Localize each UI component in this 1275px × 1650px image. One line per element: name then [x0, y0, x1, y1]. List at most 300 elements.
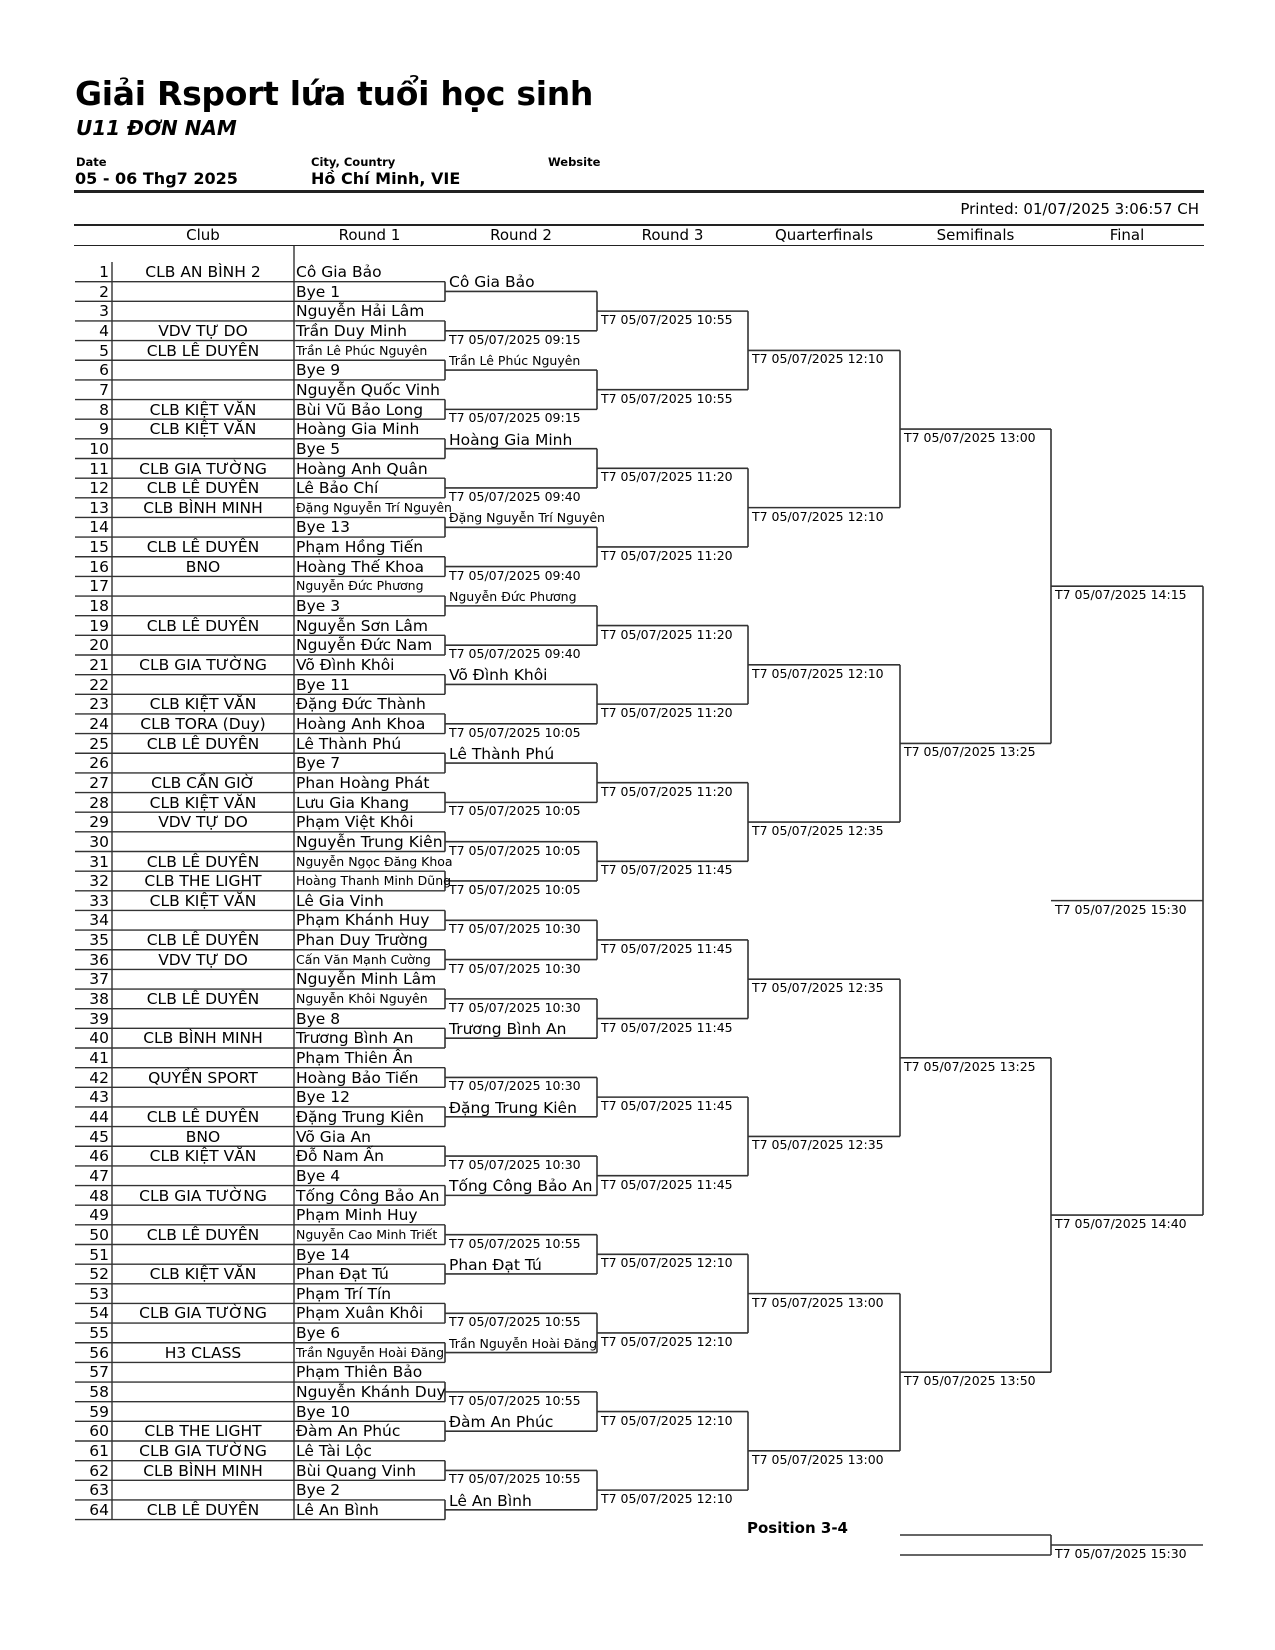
seed-number: 56 — [89, 1343, 109, 1362]
seed-number: 48 — [89, 1186, 109, 1205]
club-name: CLB LÊ DUYÊN — [146, 341, 260, 360]
player-name[interactable]: Trương Bình An — [296, 1029, 414, 1048]
round2-winner-name: Nguyễn Đức Phương — [449, 588, 577, 604]
entry-row — [0, 1500, 450, 1520]
entry-row — [0, 1362, 450, 1382]
club-name: CLB LÊ DUYÊN — [146, 734, 260, 753]
round2-match-time: T7 05/07/2025 10:30 — [449, 999, 581, 1015]
seed-number: 54 — [89, 1304, 109, 1323]
player-name[interactable]: Đỗ Nam Ấn — [296, 1147, 384, 1166]
player-name[interactable]: Lê Gia Vinh — [296, 891, 384, 910]
player-name[interactable]: Nguyễn Cao Minh Triết — [296, 1226, 438, 1242]
seed-number: 40 — [89, 1029, 109, 1048]
seed-number: 18 — [89, 597, 109, 616]
website-label: Website — [548, 155, 601, 169]
player-name[interactable]: Bye 5 — [296, 439, 341, 458]
seed-number: 8 — [99, 400, 109, 419]
club-name: CLB LÊ DUYÊN — [146, 616, 260, 635]
player-name[interactable]: Phạm Khánh Huy — [296, 911, 430, 930]
seed-number: 64 — [89, 1500, 109, 1519]
club-name: CLB KIỆT VĂN — [149, 400, 257, 419]
round2-winner-name: Đặng Trung Kiên — [449, 1098, 577, 1117]
column-header-round-2: Round 2 — [490, 226, 552, 244]
club-name: CLB BÌNH MINH — [143, 498, 263, 517]
player-name[interactable]: Đặng Trung Kiên — [296, 1107, 424, 1126]
entry-row — [0, 1127, 450, 1147]
entry-row — [0, 557, 450, 577]
player-name[interactable]: Lê An Bình — [296, 1500, 379, 1519]
seed-number: 49 — [89, 1206, 109, 1225]
player-name[interactable]: Nguyễn Ngọc Đăng Khoa — [296, 853, 453, 869]
round3-match-time: T7 05/07/2025 12:10 — [601, 1412, 733, 1428]
entry-row — [0, 1264, 450, 1284]
round2-winner-name: Tống Công Bảo An — [449, 1177, 593, 1196]
seed-number: 53 — [89, 1284, 109, 1303]
round3-match-time: T7 05/07/2025 11:20 — [601, 783, 733, 799]
seed-number: 59 — [89, 1402, 109, 1421]
seed-number: 51 — [89, 1245, 109, 1264]
club-name: CLB CẦN GIỜ — [151, 773, 255, 792]
round2-winner-name: Võ Đình Khôi — [449, 666, 548, 685]
seed-number: 23 — [89, 695, 109, 714]
entry-row — [0, 655, 450, 675]
seed-number: 50 — [89, 1225, 109, 1244]
entry-row — [0, 832, 450, 852]
round2-winner-name: Cô Gia Bảo — [449, 273, 535, 292]
seed-number: 35 — [89, 931, 109, 950]
seed-number: 60 — [89, 1422, 109, 1441]
seed-number: 33 — [89, 891, 109, 910]
round2-match-time: T7 05/07/2025 10:55 — [449, 1314, 581, 1330]
player-name[interactable]: Tống Công Bảo An — [296, 1186, 440, 1205]
entry-row — [0, 282, 450, 302]
round2-match-time: T7 05/07/2025 09:15 — [449, 410, 581, 426]
tournament-title: Giải Rsport lứa tuổi học sinh — [75, 74, 594, 113]
seed-number: 25 — [89, 734, 109, 753]
club-name: CLB GIA TƯỜNG — [139, 459, 267, 478]
round2-match-time: T7 05/07/2025 10:55 — [449, 1392, 581, 1408]
player-name[interactable]: Phạm Minh Huy — [296, 1206, 418, 1225]
seed-number: 44 — [89, 1107, 109, 1126]
entry-row — [0, 1166, 450, 1186]
player-name[interactable]: Cấn Văn Mạnh Cường — [296, 951, 431, 967]
player-name[interactable]: Nguyễn Minh Lâm — [296, 970, 437, 989]
entry-row — [0, 498, 450, 518]
seed-number: 29 — [89, 813, 109, 832]
player-name[interactable]: Hoàng Anh Khoa — [296, 714, 426, 733]
date-label: Date — [76, 155, 107, 169]
entry-row — [0, 1382, 450, 1402]
city-label: City, Country — [311, 155, 396, 169]
entry-row — [0, 517, 450, 537]
entry-row — [0, 341, 450, 361]
seed-number: 63 — [89, 1481, 109, 1500]
seed-number: 31 — [89, 852, 109, 871]
club-name: VDV TỰ DO — [158, 950, 248, 969]
round3-match-time: T7 05/07/2025 10:55 — [601, 312, 733, 328]
entry-row — [0, 1421, 450, 1441]
player-name[interactable]: Phạm Việt Khôi — [296, 813, 414, 832]
player-name[interactable]: Bye 3 — [296, 597, 341, 616]
player-name[interactable]: Trần Duy Minh — [296, 321, 407, 340]
entry-row — [0, 1402, 450, 1422]
player-name[interactable]: Hoàng Thế Khoa — [296, 557, 424, 576]
player-name[interactable]: Bye 9 — [296, 361, 341, 380]
club-name: CLB KIỆT VĂN — [149, 1265, 257, 1284]
semifinal-match-time: T7 05/07/2025 13:25 — [904, 744, 1036, 760]
round3-match-time: T7 05/07/2025 11:20 — [601, 705, 733, 721]
player-name[interactable]: Đàm An Phúc — [296, 1422, 401, 1441]
entry-row — [0, 1048, 450, 1068]
seed-number: 46 — [89, 1147, 109, 1166]
seed-number: 5 — [99, 341, 109, 360]
round2-match-time: T7 05/07/2025 09:40 — [449, 646, 581, 662]
quarterfinal-match-time: T7 05/07/2025 12:10 — [752, 508, 884, 524]
round3-match-time: T7 05/07/2025 12:10 — [601, 1333, 733, 1349]
club-name: H3 CLASS — [164, 1343, 242, 1362]
entry-row — [0, 1107, 450, 1127]
player-name[interactable]: Nguyễn Đức Phương — [296, 578, 424, 594]
column-header-semifinals: Semifinals — [936, 226, 1015, 244]
entry-row — [0, 478, 450, 498]
player-name[interactable]: Phạm Thiên Ân — [296, 1049, 414, 1067]
club-name: CLB LÊ DUYÊN — [146, 1225, 260, 1244]
quarterfinal-match-time: T7 05/07/2025 13:00 — [752, 1294, 884, 1310]
entry-row — [0, 1087, 450, 1107]
entry-row — [0, 1009, 450, 1029]
semifinal-match-time: T7 05/07/2025 13:25 — [904, 1058, 1036, 1074]
seed-number: 21 — [89, 656, 109, 674]
round3-match-time: T7 05/07/2025 11:20 — [601, 469, 733, 485]
player-name[interactable]: Nguyễn Trung Kiên — [296, 832, 443, 851]
player-name[interactable]: Võ Đình Khôi — [296, 656, 395, 674]
round2-match-time: T7 05/07/2025 10:05 — [449, 724, 581, 740]
entry-row — [0, 675, 450, 695]
player-name[interactable]: Đặng Nguyễn Trí Nguyên — [296, 499, 452, 515]
seed-number: 20 — [89, 636, 109, 655]
seed-number: 19 — [89, 616, 109, 635]
player-name[interactable]: Trần Nguyễn Hoài Đăng — [296, 1344, 445, 1360]
semifinal-match-time: T7 05/07/2025 13:50 — [904, 1373, 1036, 1389]
player-name[interactable]: Hoàng Bảo Tiến — [296, 1068, 419, 1087]
entry-row — [0, 1323, 450, 1343]
seed-number: 10 — [89, 439, 109, 458]
club-name: CLB GIA TƯỜNG — [139, 1442, 267, 1460]
player-name[interactable]: Bye 4 — [296, 1166, 341, 1185]
seed-number: 16 — [89, 557, 109, 576]
seed-number: 45 — [89, 1127, 109, 1146]
player-name[interactable]: Bye 8 — [296, 1009, 341, 1028]
seed-number: 37 — [89, 970, 109, 989]
player-name[interactable]: Nguyễn Khôi Nguyên — [296, 991, 428, 1007]
seed-number: 1 — [99, 263, 109, 281]
entry-row — [0, 852, 453, 872]
round2-match-time: T7 05/07/2025 09:40 — [449, 567, 581, 583]
entry-row — [0, 1303, 450, 1323]
seed-number: 62 — [89, 1461, 109, 1480]
player-name[interactable]: Nguyễn Sơn Lâm — [296, 616, 429, 635]
entry-row — [0, 891, 450, 911]
semifinal-match-time: T7 05/07/2025 13:00 — [904, 430, 1036, 446]
entry-row — [0, 734, 450, 754]
city-value: Hồ Chí Minh, VIE — [311, 169, 461, 188]
position34-match-time: T7 05/07/2025 15:30 — [1055, 1546, 1187, 1561]
player-name[interactable]: Bye 13 — [296, 518, 350, 537]
player-name[interactable]: Phạm Trí Tín — [296, 1284, 392, 1303]
round3-match-time: T7 05/07/2025 11:45 — [601, 1176, 733, 1192]
entry-row — [0, 1068, 450, 1088]
club-name: CLB GIA TƯỜNG — [139, 656, 267, 674]
seed-number: 22 — [89, 675, 109, 694]
round3-match-time: T7 05/07/2025 12:10 — [601, 1255, 733, 1271]
player-name[interactable]: Đặng Đức Thành — [296, 695, 426, 714]
seed-number: 58 — [89, 1383, 109, 1402]
seed-number: 26 — [89, 754, 109, 773]
entry-row — [0, 301, 450, 321]
seed-number: 41 — [89, 1049, 109, 1067]
club-name: CLB KIỆT VĂN — [149, 420, 257, 439]
club-name: CLB TORA (Duy) — [140, 714, 266, 733]
round2-winner-name: Phan Đạt Tú — [449, 1255, 542, 1274]
club-name: CLB GIA TƯỜNG — [139, 1186, 267, 1205]
seed-number: 3 — [99, 302, 109, 321]
player-name[interactable]: Phan Đạt Tú — [296, 1265, 389, 1284]
column-header-club: Club — [186, 226, 220, 244]
club-name: CLB LÊ DUYÊN — [146, 1107, 260, 1126]
player-name[interactable]: Bye 1 — [296, 282, 341, 301]
quarterfinal-match-time: T7 05/07/2025 12:10 — [752, 665, 884, 681]
player-name[interactable]: Bye 12 — [296, 1088, 350, 1107]
round3-match-time: T7 05/07/2025 11:45 — [601, 1098, 733, 1114]
club-name: CLB AN BÌNH 2 — [145, 263, 261, 281]
entry-row — [0, 1146, 450, 1166]
entry-row — [0, 360, 450, 380]
quarterfinal-match-time: T7 05/07/2025 12:35 — [752, 980, 884, 996]
player-name[interactable]: Phan Hoàng Phát — [296, 773, 430, 792]
entry-row — [0, 871, 450, 891]
seed-number: 43 — [89, 1088, 109, 1107]
round2-winner-name: Đàm An Phúc — [449, 1413, 554, 1432]
column-header-round-1: Round 1 — [338, 226, 401, 244]
seed-number: 42 — [89, 1068, 109, 1087]
seed-number: 34 — [89, 911, 109, 930]
round2-match-time: T7 05/07/2025 10:05 — [449, 803, 581, 819]
club-name: CLB LÊ DUYÊN — [146, 852, 260, 871]
club-name: CLB LÊ DUYÊN — [146, 990, 260, 1009]
round2-winner-name: Đặng Nguyễn Trí Nguyên — [449, 510, 605, 526]
quarterfinal-match-time: T7 05/07/2025 13:00 — [752, 1451, 884, 1467]
club-name: CLB LÊ DUYÊN — [146, 1500, 260, 1519]
entry-row — [0, 910, 450, 930]
quarterfinal-match-time: T7 05/07/2025 12:35 — [752, 1137, 884, 1153]
entry-row — [0, 419, 450, 439]
player-name[interactable]: Bye 11 — [296, 675, 350, 694]
seed-number: 47 — [89, 1166, 109, 1185]
seed-number: 9 — [99, 420, 109, 439]
seed-number: 36 — [89, 950, 109, 969]
seed-number: 39 — [89, 1009, 109, 1028]
entry-row — [0, 1225, 450, 1245]
player-name[interactable]: Nguyễn Đức Nam — [296, 636, 433, 655]
player-name[interactable]: Bùi Vũ Bảo Long — [296, 400, 424, 419]
seed-number: 4 — [99, 321, 109, 340]
round3-match-time: T7 05/07/2025 11:20 — [601, 626, 733, 642]
player-name[interactable]: Lưu Gia Khang — [296, 793, 410, 812]
quarterfinal-match-time: T7 05/07/2025 12:10 — [752, 351, 884, 367]
club-name: BNO — [185, 557, 221, 576]
column-header-round-3: Round 3 — [641, 226, 704, 244]
round2-match-time: T7 05/07/2025 10:55 — [449, 1235, 581, 1251]
seed-number: 32 — [89, 872, 109, 891]
round2-match-time: T7 05/07/2025 10:30 — [449, 1078, 581, 1094]
entry-row — [0, 1028, 450, 1048]
entry-row — [0, 576, 450, 596]
club-name: QUYỀN SPORT — [148, 1068, 258, 1087]
player-name[interactable]: Hoàng Anh Quân — [296, 459, 428, 478]
round2-winner-name: Trương Bình An — [449, 1020, 567, 1039]
championship-match-time: T7 05/07/2025 15:30 — [1055, 901, 1187, 917]
round2-match-time: T7 05/07/2025 10:30 — [449, 921, 581, 937]
player-name[interactable]: Võ Gia An — [296, 1127, 371, 1146]
round2-match-time: T7 05/07/2025 10:30 — [449, 1157, 581, 1173]
entry-row — [0, 1343, 450, 1363]
round2-winner-name: Hoàng Gia Minh — [449, 430, 573, 449]
club-name: CLB THE LIGHT — [144, 872, 262, 891]
player-name[interactable]: Bye 6 — [296, 1324, 341, 1343]
round2-match-time: T7 05/07/2025 09:40 — [449, 488, 581, 504]
club-name: CLB KIỆT VĂN — [149, 793, 257, 812]
entry-row — [0, 793, 450, 813]
round2-match-time: T7 05/07/2025 10:05 — [449, 881, 581, 897]
round3-match-time: T7 05/07/2025 12:10 — [601, 1491, 733, 1507]
seed-number: 12 — [89, 479, 109, 498]
round2-match-time: T7 05/07/2025 09:15 — [449, 331, 581, 347]
entry-row — [0, 714, 450, 734]
entry-row — [0, 1461, 450, 1481]
player-name[interactable]: Bye 2 — [296, 1481, 341, 1500]
entry-row — [0, 1245, 450, 1265]
seed-number: 52 — [89, 1265, 109, 1284]
player-name[interactable]: Trần Lê Phúc Nguyên — [296, 342, 428, 358]
entry-row — [0, 1186, 450, 1206]
club-name: CLB LÊ DUYÊN — [146, 538, 260, 557]
player-name[interactable]: Hoàng Thanh Minh Dũng — [296, 873, 452, 889]
entry-row — [0, 439, 450, 459]
date-value: 05 - 06 Thg7 2025 — [75, 169, 238, 188]
entry-row — [0, 1480, 450, 1500]
seed-number: 13 — [89, 498, 109, 517]
round3-match-time: T7 05/07/2025 11:45 — [601, 940, 733, 956]
club-name: VDV TỰ DO — [158, 813, 248, 832]
entry-row — [0, 930, 450, 950]
club-name: CLB BÌNH MINH — [143, 1029, 263, 1048]
entry-row — [0, 596, 450, 616]
round2-winner-name: Trần Lê Phúc Nguyên — [449, 353, 581, 369]
seed-number: 2 — [99, 282, 109, 301]
seed-number: 11 — [89, 459, 109, 478]
player-name[interactable]: Phạm Xuân Khôi — [296, 1304, 424, 1323]
seed-number: 57 — [89, 1363, 109, 1382]
player-name[interactable]: Lê Bảo Chí — [296, 479, 379, 498]
club-name: CLB LÊ DUYÊN — [146, 931, 260, 950]
club-name: CLB KIỆT VĂN — [149, 695, 257, 714]
printed-timestamp: Printed: 01/07/2025 3:06:57 CH — [960, 200, 1199, 218]
entry-row — [0, 753, 450, 773]
position-3-4-label: Position 3-4 — [747, 1519, 848, 1537]
round2-winner-name: Trần Nguyễn Hoài Đăng — [449, 1335, 598, 1351]
entry-row — [0, 989, 450, 1009]
player-name[interactable]: Bye 10 — [296, 1402, 350, 1421]
seed-number: 61 — [89, 1442, 109, 1460]
entry-row — [0, 812, 450, 832]
seed-number: 17 — [89, 577, 109, 596]
round2-winner-name: Lê Thành Phú — [449, 745, 555, 764]
seed-number: 27 — [89, 773, 109, 792]
entry-row — [0, 969, 450, 989]
entry-row — [0, 262, 450, 282]
round2-match-time: T7 05/07/2025 10:55 — [449, 1471, 581, 1487]
column-header-quarterfinals: Quarterfinals — [774, 226, 874, 244]
entry-row — [0, 694, 450, 714]
entry-row — [0, 459, 450, 479]
seed-number: 15 — [89, 538, 109, 557]
player-name[interactable]: Cô Gia Bảo — [296, 263, 382, 281]
column-header-final: Final — [1109, 226, 1145, 244]
seed-number: 55 — [89, 1324, 109, 1343]
club-name: CLB KIỆT VĂN — [149, 1147, 257, 1166]
round2-match-time: T7 05/07/2025 10:05 — [449, 842, 581, 858]
entry-row — [0, 400, 450, 420]
seed-number: 6 — [99, 361, 109, 380]
seed-number: 14 — [89, 518, 109, 537]
round3-match-time: T7 05/07/2025 11:20 — [601, 547, 733, 563]
player-name[interactable]: Lê Tài Lộc — [296, 1442, 372, 1460]
round3-match-time: T7 05/07/2025 11:45 — [601, 862, 733, 878]
round3-match-time: T7 05/07/2025 10:55 — [601, 390, 733, 406]
player-name[interactable]: Lê Thành Phú — [296, 734, 402, 753]
player-name[interactable]: Phan Duy Trường — [296, 931, 428, 950]
player-name[interactable]: Bye 14 — [296, 1245, 350, 1264]
seed-number: 30 — [89, 832, 109, 851]
player-name[interactable]: Nguyễn Khánh Duy — [296, 1383, 446, 1402]
quarterfinal-match-time: T7 05/07/2025 12:35 — [752, 823, 884, 839]
entry-row — [0, 1284, 450, 1304]
entry-row — [0, 635, 450, 655]
club-name: CLB GIA TƯỜNG — [139, 1304, 267, 1323]
entry-row — [0, 1441, 450, 1461]
event-subtitle: U11 ĐƠN NAM — [76, 116, 237, 140]
round2-match-time: T7 05/07/2025 10:30 — [449, 960, 581, 976]
club-name: CLB BÌNH MINH — [143, 1461, 263, 1480]
player-name[interactable]: Bye 7 — [296, 754, 341, 773]
player-name[interactable]: Nguyễn Hải Lâm — [296, 302, 425, 321]
club-name: VDV TỰ DO — [158, 321, 248, 340]
club-name: CLB KIỆT VĂN — [149, 891, 257, 910]
player-name[interactable]: Bùi Quang Vinh — [296, 1461, 417, 1480]
round3-match-time: T7 05/07/2025 11:45 — [601, 1019, 733, 1035]
player-name[interactable]: Nguyễn Quốc Vinh — [296, 380, 440, 399]
player-name[interactable]: Phạm Thiên Bảo — [296, 1363, 423, 1382]
seed-number: 28 — [89, 793, 109, 812]
club-name: CLB THE LIGHT — [144, 1422, 262, 1441]
player-name[interactable]: Hoàng Gia Minh — [296, 420, 420, 439]
entry-row — [0, 321, 450, 341]
club-name: CLB LÊ DUYÊN — [146, 479, 260, 498]
entry-row — [0, 950, 450, 970]
entry-row — [0, 537, 450, 557]
seed-number: 38 — [89, 990, 109, 1009]
player-name[interactable]: Phạm Hồng Tiến — [296, 538, 424, 557]
